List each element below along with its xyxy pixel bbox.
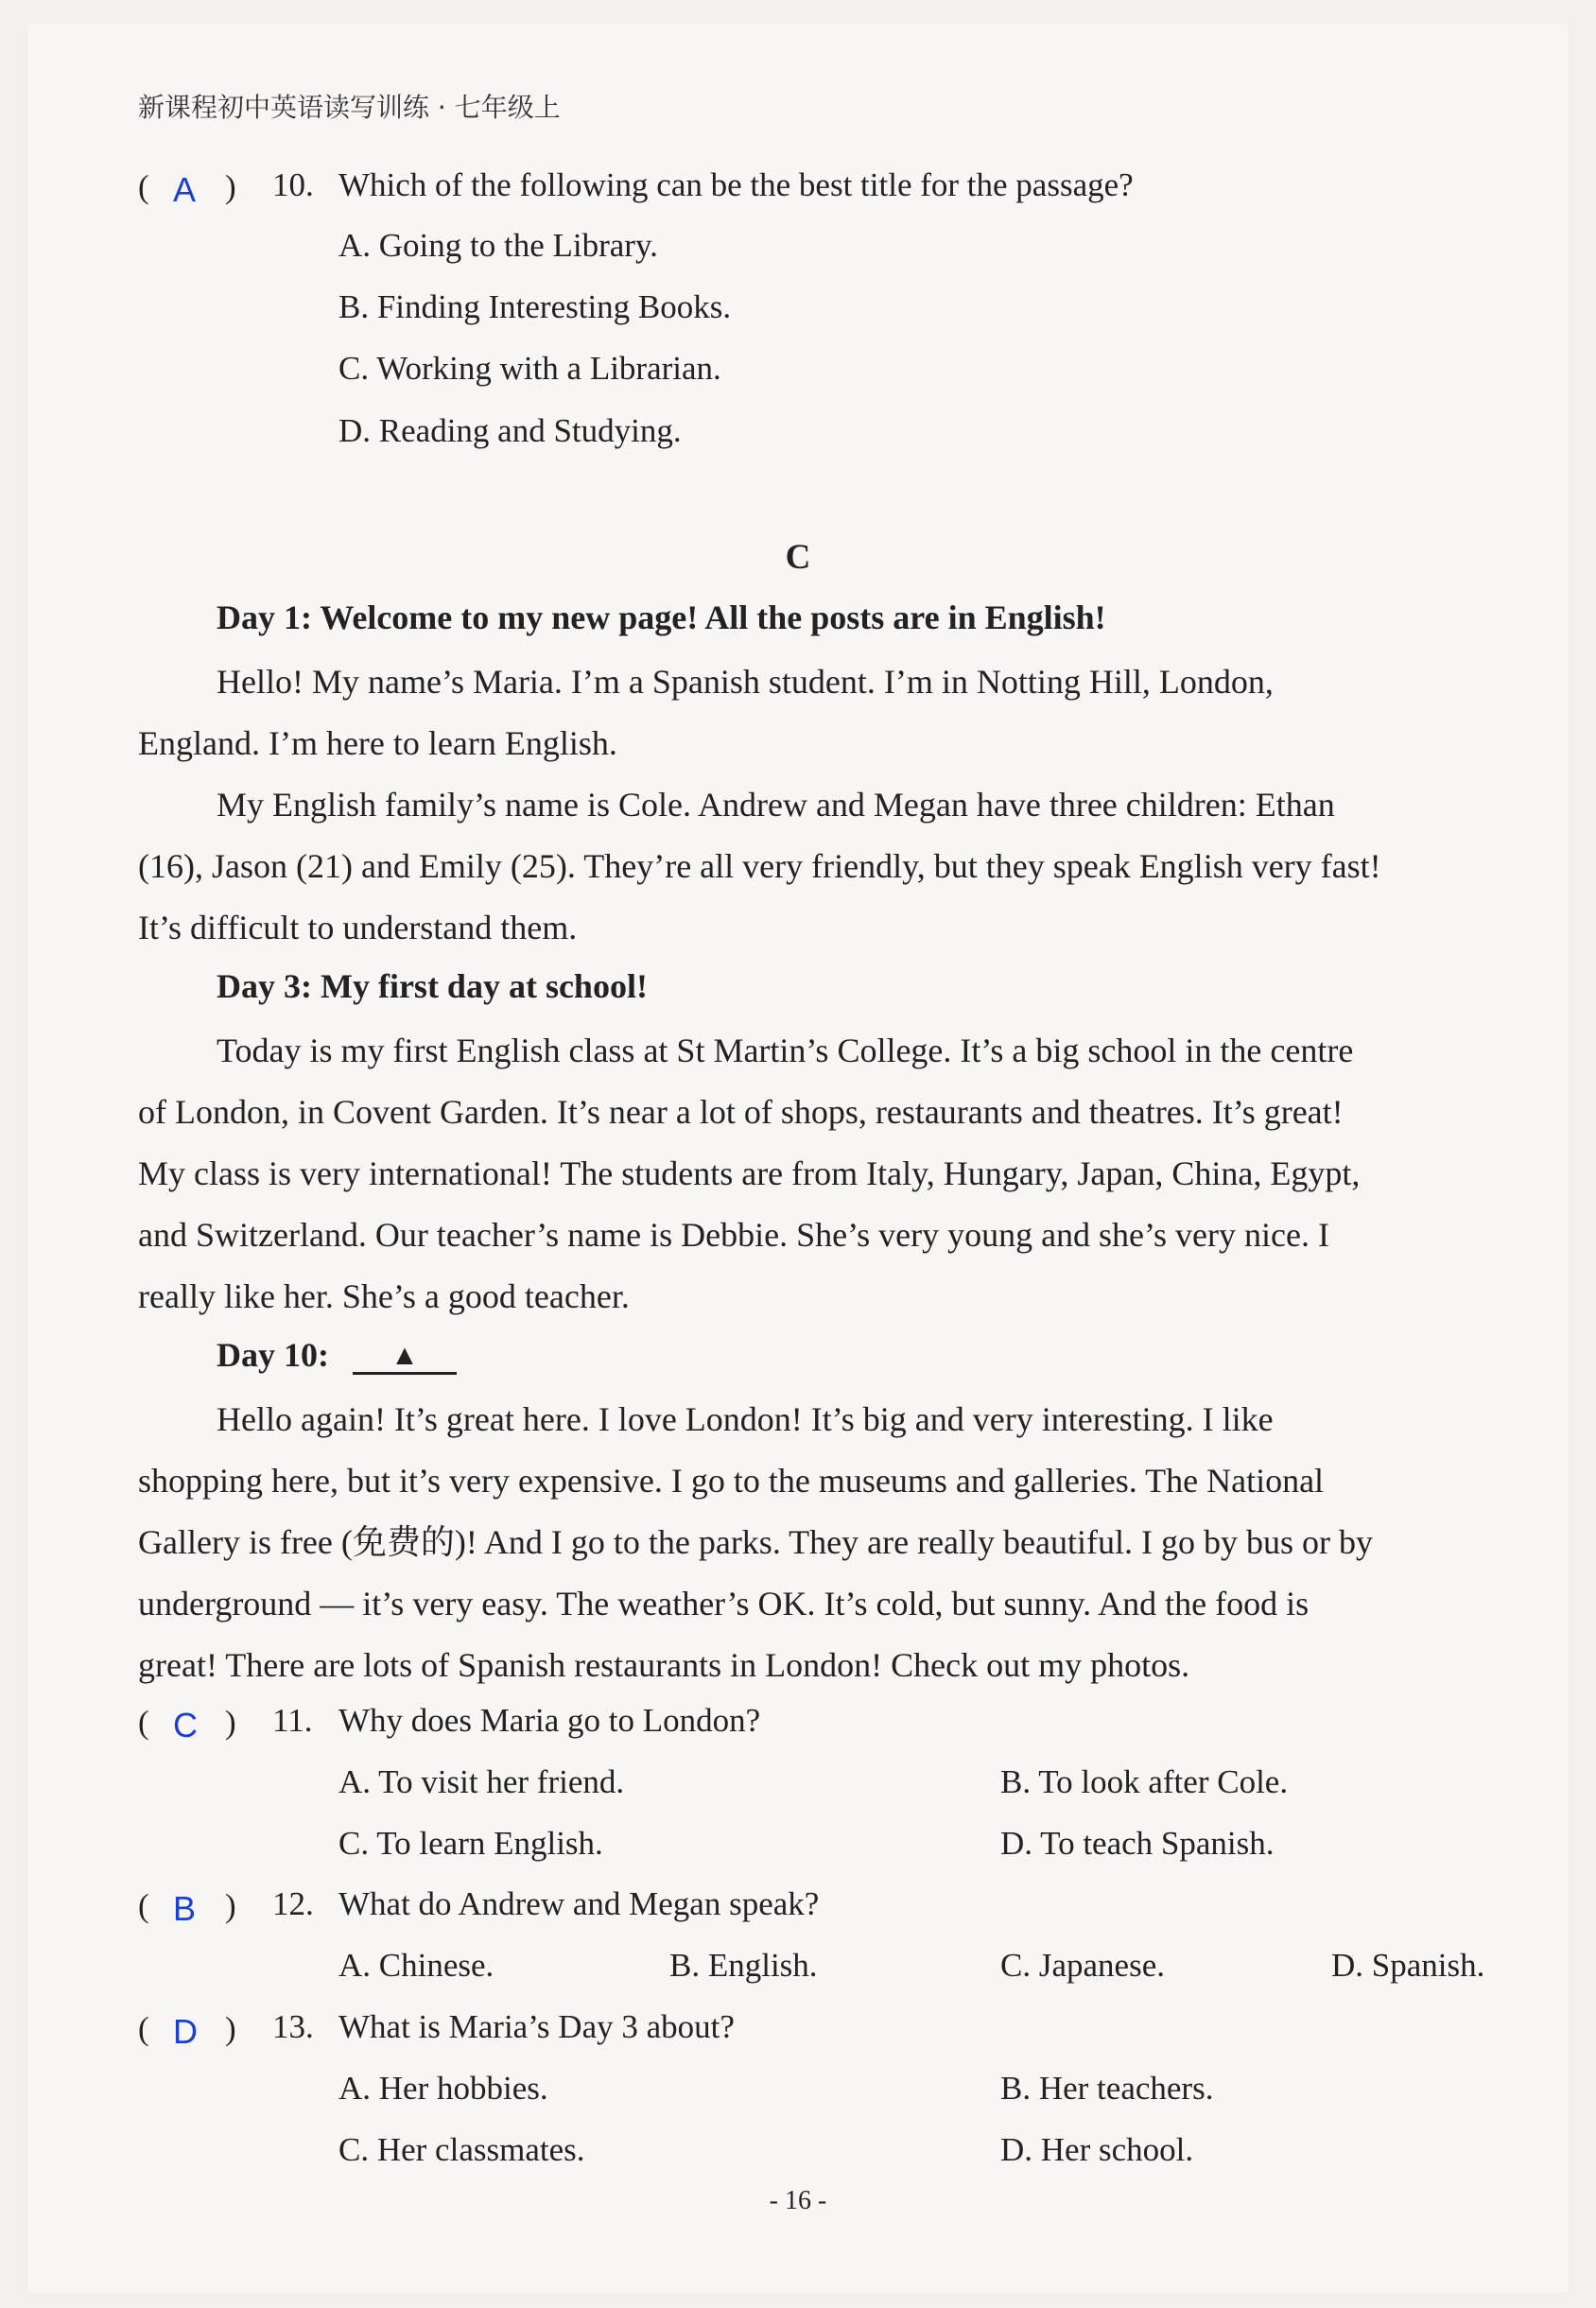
text-line: shopping here, but it’s very expensive. I go to the museums and galleries. The National <box>138 1462 1325 1500</box>
question-number: 10. <box>272 166 314 203</box>
text-line: of London, in Covent Garden. It’s near a lot of shops, restaurants and theatres. It’s great! <box>138 1093 1344 1131</box>
option: C. Her classmates. <box>338 2131 585 2168</box>
option: C. Working with a Librarian. <box>338 350 721 387</box>
day10-paragraph <box>138 1389 1515 1696</box>
text-line: great! There are lots of Spanish restaurants in London! Check out my photos. <box>138 1646 1190 1684</box>
option: A. Her hobbies. <box>338 2070 548 2107</box>
text-line: England. I’m here to learn English. <box>138 724 617 762</box>
blank-line <box>353 1340 457 1375</box>
option: A. Going to the Library. <box>338 227 658 264</box>
day3-paragraph <box>138 1020 1515 1328</box>
option: D. To teach Spanish. <box>1000 1825 1275 1862</box>
answer-paren-open: ( <box>138 168 149 205</box>
question-text: Why does Maria go to London? <box>338 1702 761 1739</box>
text-line: really like her. She’s a good teacher. <box>138 1277 630 1315</box>
day1-heading: Day 1: Welcome to my new page! All the posts are in English! <box>217 599 1106 636</box>
option: B. Finding Interesting Books. <box>338 288 732 325</box>
option: B. English. <box>669 1947 818 1984</box>
option: A. To visit her friend. <box>338 1763 625 1800</box>
text-line: My English family’s name is Cole. Andrew and Megan have three children: Ethan <box>217 786 1335 824</box>
text-line: Today is my first English class at St Martin’s College. It’s a big school in the centre <box>217 1032 1354 1069</box>
question-text: What is Maria’s Day 3 about? <box>338 2008 735 2045</box>
text-line: My class is very international! The students are from Italy, Hungary, Japan, China, Egypt, <box>138 1154 1361 1192</box>
answer-paren-open: ( <box>138 1887 149 1924</box>
day10-heading-row <box>217 1335 457 1377</box>
text-line: and Switzerland. Our teacher’s name is Debbie. She’s very young and she’s very nice. I <box>138 1216 1329 1254</box>
text-line: underground — it’s very easy. The weather’s OK. It’s cold, but sunny. And the food is <box>138 1585 1310 1623</box>
text-line: (16), Jason (21) and Emily (25). They’re all very friendly, but they speak English very fast! <box>138 847 1381 885</box>
question-number: 13. <box>272 2008 314 2045</box>
question-number: 11. <box>272 1702 313 1739</box>
option: A. Chinese. <box>338 1947 494 1984</box>
answer-q13: D <box>173 2012 198 2051</box>
answer-paren-close: ) <box>225 168 236 205</box>
day10-heading: Day 10: <box>217 1336 329 1374</box>
text-line: Hello! My name’s Maria. I’m a Spanish student. I’m in Notting Hill, London, <box>217 663 1274 701</box>
answer-paren-close: ) <box>225 2010 236 2047</box>
option: C. Japanese. <box>1000 1947 1165 1984</box>
answer-paren-close: ) <box>225 1704 236 1741</box>
option: B. Her teachers. <box>1000 2070 1214 2107</box>
option: B. To look after Cole. <box>1000 1763 1289 1800</box>
option: D. Reading and Studying. <box>338 412 682 449</box>
text-line: It’s difficult to understand them. <box>138 909 578 946</box>
option: D. Spanish. <box>1331 1947 1485 1984</box>
answer-q11: C <box>173 1706 198 1744</box>
option: C. To learn English. <box>338 1825 603 1862</box>
day3-heading: Day 3: My first day at school! <box>217 967 648 1005</box>
question-text: Which of the following can be the best title for the passage? <box>338 166 1134 203</box>
triangle-icon: ▲ <box>390 1340 419 1371</box>
option: D. Her school. <box>1000 2131 1194 2168</box>
text-line: Gallery is free (免费的)! And I go to the parks. They are really beautiful. I go by bus or by <box>138 1523 1373 1561</box>
section-letter: C <box>785 538 811 577</box>
question-text: What do Andrew and Megan speak? <box>338 1885 820 1922</box>
answer-paren-close: ) <box>225 1887 236 1924</box>
answer-q12: B <box>173 1889 197 1928</box>
text-line: Hello again! It’s great here. I love London! It’s big and very interesting. I like <box>217 1400 1274 1438</box>
answer-paren-open: ( <box>138 2010 149 2047</box>
answer-q10: A <box>173 170 197 209</box>
day1-paragraph <box>138 651 1515 959</box>
answer-paren-open: ( <box>138 1704 149 1741</box>
question-number: 12. <box>272 1885 314 1922</box>
page-number: - 16 - <box>769 2186 827 2215</box>
book-header: 新课程初中英语读写训练 · 七年级上 <box>138 92 561 123</box>
